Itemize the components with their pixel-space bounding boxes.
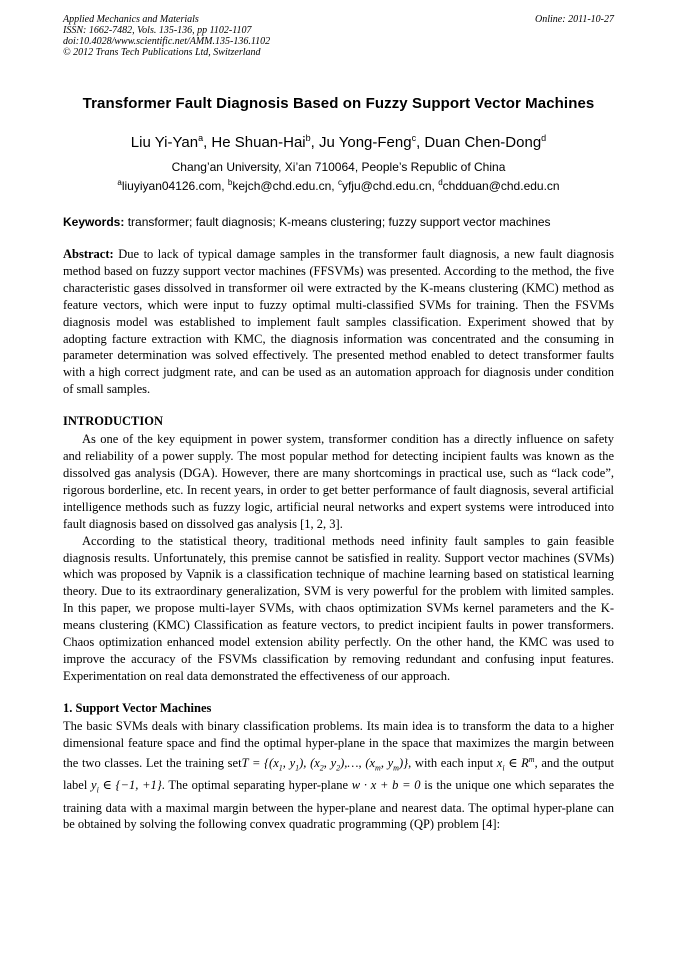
author-list: Liu Yi-Yan$^a$, He Shuan-Hai$^b$, Ju Yong-Feng$^c$, Duan Chen-Dong$^d$: [130, 133, 547, 151]
issn-line: ISSN: 1662-7482, Vols. 135-136, pp 1102-1107: [63, 25, 252, 36]
section-1-paragraph: [63, 718, 614, 834]
copyright-line: © 2012 Trans Tech Publications Ltd, Switzerland: [63, 47, 261, 58]
author-mark: c: [411, 133, 417, 143]
email-mark: c: [337, 178, 342, 187]
affiliation: Chang’an University, Xi’an 710064, People’s Republic of China: [171, 160, 506, 174]
author-name: Ju Yong-Feng: [319, 134, 412, 151]
author-mark: b: [305, 133, 311, 143]
section-1-text: . The optimal separating hyper-plane: [161, 778, 349, 793]
email-address: liuyiyan04126.com: [121, 179, 222, 193]
intro-paragraph-2: According to the statistical theory, traditional methods need infinity fault samples to gain feasible diagnosis results. Unfortunately, this premise cannot be satisfied in reality. Support vector machines (SVMs) which was proposed by Vapnik is a classification technique of machine learning based on statistical learning theory. Due to its extraordinary generalization, SVM is very powerful for the problem with limited samples. In this paper, we propose multi-layer SVMs, with chaos optimization SVMs kernel parameters and the K-means clustering (KMC) Classification as feature vectors, to predict incipient faults in power transformers. Chaos optimization enhanced model extension ability perfectly. On the other hand, the KMC was used to improve the accuracy of the FSVMs classification by removing redundant and confusing input features. Experimentation on real data demonstrated the effectiveness of our approach.: [63, 533, 614, 683]
author-name: He Shuan-Hai: [211, 134, 306, 151]
section-1-text: The basic SVMs deals with binary classification problems. Its main idea is to transform the data to a higher dimensional feature space and find the optimal hyper-plane in the space that maximizes the margin between the two classes. Let the training set: [63, 718, 614, 770]
intro-heading: INTRODUCTION: [63, 414, 164, 429]
keywords-label: Keywords:: [63, 215, 125, 229]
email-address: yfju@chd.edu.cn: [341, 179, 432, 193]
section-1-text: , and the output label: [63, 755, 614, 793]
doi-line: doi:10.4028/www.scientific.net/AMM.135-136.1102: [63, 36, 271, 47]
author-mark: d: [541, 133, 547, 143]
email-mark: b: [227, 178, 233, 187]
training-set-equation: $T = \{(x_1$, $y_1$), ($x_2$, $y_2),\dots$, ($x_m$, $y_m$)}: [241, 755, 409, 773]
section-1-heading: 1. Support Vector Machines: [63, 700, 212, 715]
paper-title: Transformer Fault Diagnosis Based on Fuzzy Support Vector Machines: [82, 95, 595, 112]
input-equation: $x_i$ ∈ $R^m$: [496, 754, 535, 773]
email-address: kejch@chd.edu.cn: [232, 179, 332, 193]
section-1-text: , with each input: [408, 755, 494, 770]
author-mark: a: [198, 133, 204, 143]
author-name: Liu Yi-Yan: [130, 134, 199, 151]
section-1-text: is the unique one which separates the training data with a maximal margin between the hyper-plane and nearest data. The optimal hyper-plane can be obtained by solving the following convex quadratic programming (QP) problem [4]:: [63, 778, 614, 832]
abstract-text: Due to lack of typical damage samples in the transformer fault diagnosis, a new fault diagnosis method based on fuzzy support vector machines (FFSVMs) was presented. According to the method, the five characteristic gases dissolved in transformer oil were extracted by the K-means clustering (KMC) method as feature vectors, which were input to fuzzy optimal multi-classified SVMs for training. Then the FSVMs diagnosis model was established to implement fault samples classification. Experiment showed that by adopting facture extraction with KMC, the diagnosis information was concentrated and the consuming in parameter determination was solved effectively. The presented method enabled to detect transformer faults with a high correct judgment rate, and can be used as an automation approach for diagnosis under condition of small samples.: [63, 247, 615, 397]
intro-paragraph-1: As one of the key equipment in power system, transformer condition has a directly influence on safety and reliability of a power supply. The most popular method for detecting incipient faults was known as the dissolved gas analysis (DGA). However, there are many shortcomings in practical use, such as “lack code”, rigorous borderline, etc. In recent years, in order to get better performance of fault diagnosis, several artificial intelligence methods such as fuzzy logic, artificial neural networks and expert systems were introduced into fault diagnosis based on dissolved gas analysis [1, 2, 3].: [63, 432, 614, 531]
author-name: Duan Chen-Dong: [424, 134, 542, 151]
email-mark: d: [438, 178, 443, 187]
keywords-text: transformer; fault diagnosis; K-means clustering; fuzzy support vector machines: [127, 215, 551, 229]
abstract-label: Abstract:: [63, 247, 114, 261]
online-date: Online: 2011-10-27: [535, 14, 614, 25]
email-mark: a: [117, 178, 122, 187]
label-equation: $y_i$ ∈ {−1, +1}: [91, 778, 162, 795]
email-list: $^a$liuyiyan04126.com, $^b$kejch@chd.edu.cn, $^c$yfju@chd.edu.cn, $^d$chdduan@chd.edu.cn: [117, 178, 560, 193]
keywords: [63, 215, 614, 229]
journal-header: [63, 14, 614, 58]
email-address: chdduan@chd.edu.cn: [442, 179, 560, 193]
abstract: [63, 246, 614, 398]
hyperplane-equation: w · x + b = 0: [351, 778, 421, 793]
journal-name: Applied Mechanics and Materials: [63, 14, 199, 25]
